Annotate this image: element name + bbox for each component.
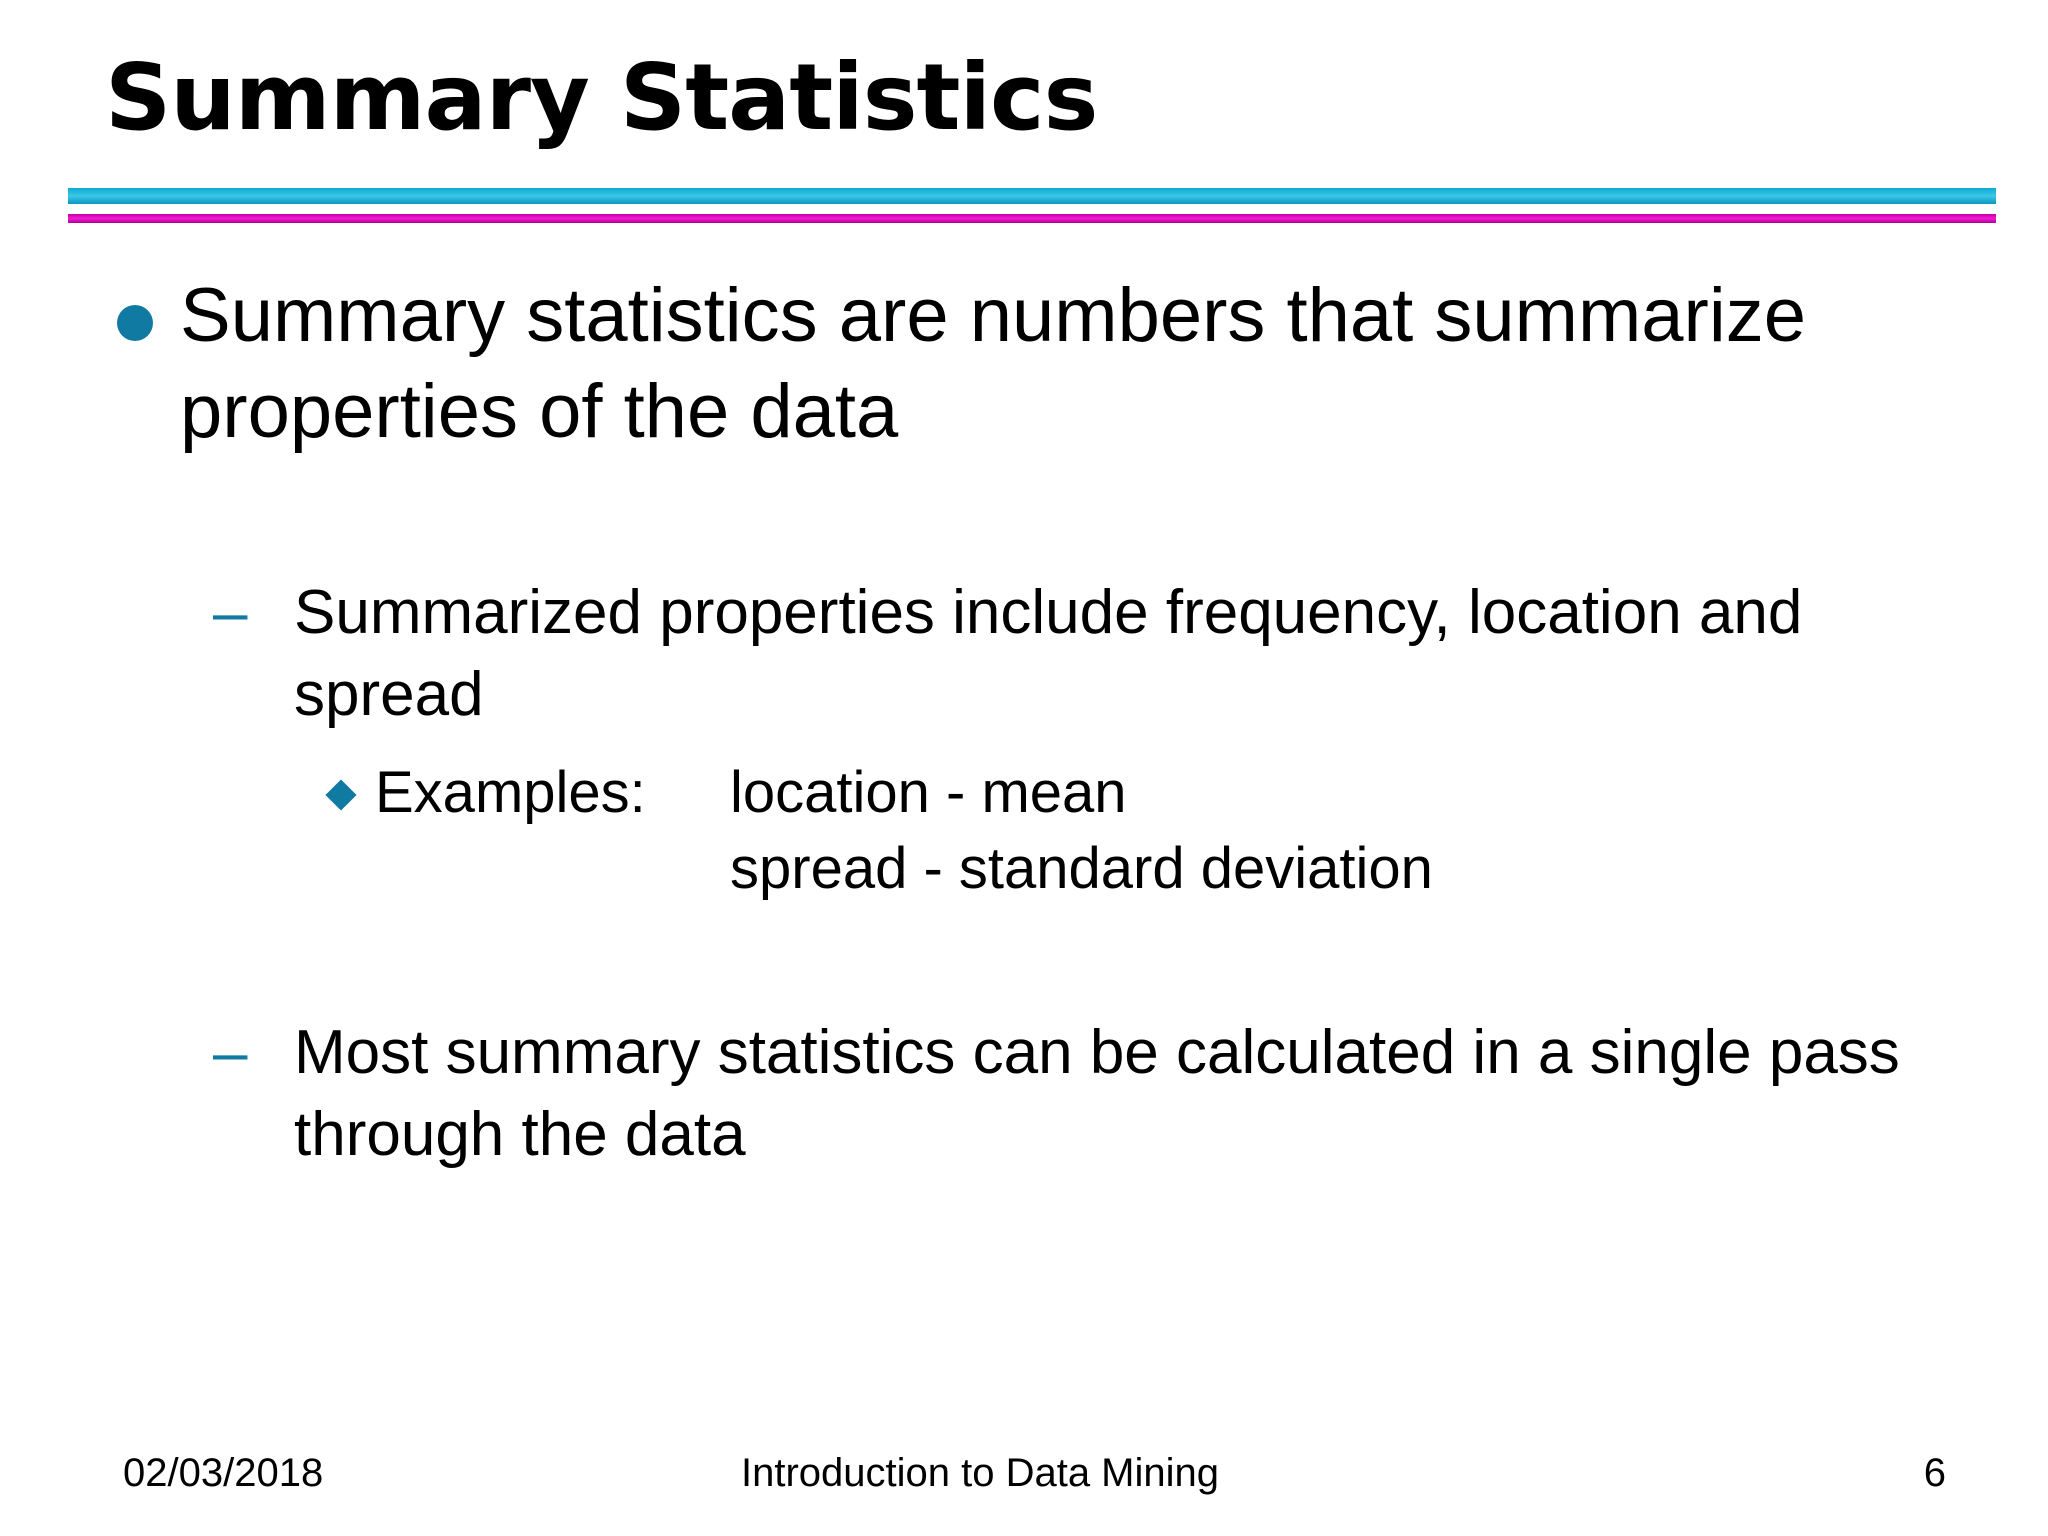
page-number: 6: [1923, 1451, 1946, 1495]
footer-date: 02/03/2018: [123, 1451, 324, 1495]
dash-icon: –: [213, 1018, 248, 1087]
bullet-level2-text-2: Most summary statistics can be calculated in a single pass through the data: [294, 1018, 1900, 1169]
example-line-1: location - mean: [730, 760, 1127, 825]
bullet-level1-text: Summary statistics are numbers that summarize properties of the data: [180, 273, 1807, 454]
slide-title: Summary Statistics: [105, 44, 1098, 151]
diamond-bullet-icon: [325, 779, 356, 810]
example-line-2: spread - standard deviation: [730, 836, 1433, 901]
examples-label: Examples:: [375, 760, 646, 825]
footer-title: Introduction to Data Mining: [740, 1451, 1220, 1495]
title-rule-magenta: [68, 214, 1996, 223]
bullet-dot-icon: [117, 305, 153, 341]
dash-icon: –: [213, 578, 248, 647]
bullet-level2-text-1: Summarized properties include frequency, location and spread: [294, 578, 1803, 729]
title-rule-cyan: [68, 188, 1996, 204]
